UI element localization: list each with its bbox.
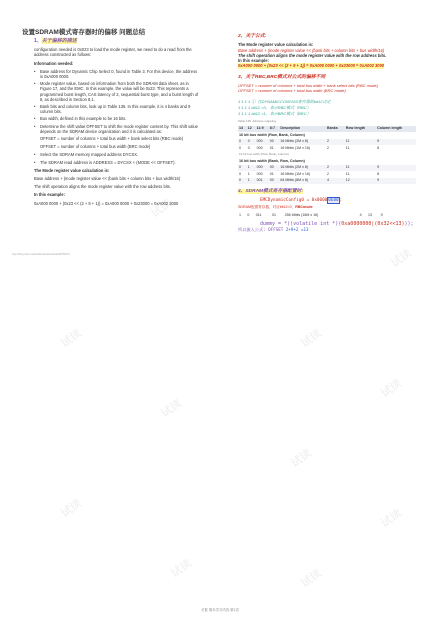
watermark: 试读 (298, 326, 325, 351)
table-cell: 2 (326, 165, 345, 171)
table-header-cell: 11:9 (256, 126, 269, 132)
table-cell: 000 (256, 171, 263, 176)
table-cell: 11 (345, 165, 376, 171)
conclusion-value: 2+9+2 =13 (285, 226, 309, 232)
section-heading: 2、关于公式: (238, 34, 267, 39)
shift-text: The shift operation aligns the mode register value with the row address bits. (238, 52, 387, 58)
watermark: 试读 (58, 326, 85, 351)
intro-text: configuration needed is 0x023 to load the mode register, we need to do a read from the address constructed as follows: (34, 47, 192, 58)
watermark: 试读 (158, 396, 185, 421)
table-cell: 11 (345, 145, 350, 150)
code-text: )); (404, 220, 414, 227)
table-cell: 01 (269, 171, 274, 176)
conclusion-text: 所以嵌入公式: OFFSET (238, 226, 286, 232)
note-line: 1 1 1 1 ①. 在DYNAMICCONFIG0寄存器的bit12决定 (238, 98, 331, 104)
table-header-cell: 12 (247, 126, 256, 132)
table-cell: 0 (238, 165, 247, 171)
table-cell: 16 Mbits (1M x 16) (280, 171, 311, 176)
table-cell: 64 Mbits (8M x 8) (279, 178, 326, 184)
table-cell: 00 (269, 139, 280, 145)
table-cell: 9 (380, 212, 383, 217)
table-subheader: 16 bit bus width (Row, Bank, Column) (239, 132, 305, 137)
code-text: EMCDynamicConfig0 = (260, 197, 312, 203)
table-cell: 16 Mbits (1M x 16) (280, 145, 311, 150)
table-cell: 12 (345, 178, 376, 184)
mode-note (238, 205, 428, 210)
list-item: • Base address for Dynamic Chip Select 0, found in Table 3. For this device, the address is 0xA000 0000. (34, 69, 200, 79)
table-cell: 2 (326, 171, 329, 176)
table-header-cell: Banks (326, 126, 345, 132)
table-header-cell: Row length (345, 126, 376, 132)
table-cell: 9 (376, 178, 416, 184)
mode-note-text: SDRAM配置寄存器，对应bit12=0， (238, 204, 296, 209)
table-cell: 4 (359, 212, 362, 217)
list-item: • The SDRAM read address is ADDRESS = DYCSX + (MODE << OFFSET). (34, 160, 200, 165)
example-value: 0xA000 0000 + (0x23 << (2 + 9 + 1)) = 0xA000 0000 + 0x23000 = 0xA002 3000 (238, 63, 385, 69)
watermark: 试读 (298, 566, 325, 591)
table-cell: 11 (345, 139, 376, 145)
table-cell: 2 (326, 139, 345, 145)
table-cell: 8 (377, 171, 380, 176)
table-note: 16 bit bus width (Row, Bank, Column) (239, 152, 290, 157)
calc-heading: The Mode register value calculation is: (238, 42, 314, 48)
example-value: 0xA000 0000 + (0x23 << (2 + 9 + 1)) = 0xA000 0000 + 0x23000 = 0xA002 3000 (34, 200, 179, 206)
table-cell: 001 (256, 178, 269, 184)
table-cell: 16 Mbits (2M x 8) (279, 139, 326, 145)
table-cell: 0 (239, 171, 241, 176)
table-cell: 00 (269, 165, 280, 171)
example-heading: In this example: (34, 192, 65, 198)
watermark: 试读 (288, 446, 315, 471)
watermark: 试读 (68, 116, 95, 141)
section-number: 1、 (34, 38, 42, 44)
right-column (238, 30, 428, 232)
table-header-cell: 14 (238, 126, 247, 132)
page-footer: 长框 简本学习内容 第1页 (201, 608, 239, 612)
table-row (238, 178, 416, 184)
address-mapping-table (238, 126, 416, 184)
list-item: • Select the SDRAM memory mapped address DYCSX. (34, 152, 200, 157)
watermark: 试读 (148, 196, 175, 221)
table-cell: 011 (255, 212, 262, 217)
table-cell: 9 (376, 165, 416, 171)
source-url[interactable]: http://blog.csdn.net/liu0314/article/details/8790079 (12, 253, 70, 256)
shift-text: The shift operation aligns the mode register value with the row address bits. (34, 184, 171, 190)
section-heading: 3、关于RBC,BRC模式对公式的偏移不同 (238, 74, 326, 80)
table-cell: 0 (247, 139, 256, 145)
table-cell: 13 (368, 212, 372, 217)
table-cell: 000 (256, 139, 269, 145)
table-subheader: 16 bit bus width (Bank, Row, Column) (239, 158, 305, 163)
table-cell: 11 (345, 171, 350, 176)
section-title: 4、SDRAM模式寄存器配置时: (238, 189, 304, 195)
table-cell: 4 (326, 178, 345, 184)
calc-formula: Base address + (mode register value << (bank bits + column bits + bus width/16) (34, 176, 181, 182)
code-config (238, 198, 428, 203)
table-cell: 9 (376, 139, 416, 145)
info-needed-heading: Information needed: (34, 60, 74, 66)
table-header-cell: Description (279, 126, 326, 132)
code-text: ; (339, 197, 343, 203)
watermark: 试读 (388, 246, 415, 271)
section-heading (34, 39, 200, 44)
formula-text: Base address + (mode register value << (bank bits + column bits + bus width/16) (238, 47, 385, 53)
page-title: 设置SDRAM模式寄存器时的偏移 问题总结 (22, 29, 146, 36)
table-cell: 01 (269, 145, 274, 150)
table-cell: 000 (256, 165, 269, 171)
list-item: • Mode register value, based on information from both the SDRAM data sheet, as in Figure 17, and the EMC. In this example, the value will be 0x23. This represents a programmed burst length, CAS latency of 2, sequential burst type, and a burst length of 8, as described in Section 8.1. (34, 81, 200, 102)
table-cell: 8 (377, 145, 380, 150)
table-header-cell: Column length (376, 126, 416, 132)
watermark: 试读 (58, 496, 85, 521)
table-cell: 1 (247, 178, 256, 184)
watermark: 试读 (378, 506, 405, 531)
left-column (34, 39, 200, 209)
calc-heading: The Mode register value calculation is: (34, 167, 110, 173)
list-item: • Determine the shift value OFFSET to shift the mode register content by. This shift value depends on the SDRAM device organization and it is calculated as: (34, 124, 200, 134)
table-cell: 1 (239, 212, 241, 217)
list-item: • Bus width, defined in this example to be 16 bits. (34, 116, 200, 121)
note-line: 1 1 1 1 bit12 =0，表示RBC模式（RBC） (238, 104, 311, 110)
code-highlight: 0680 (328, 197, 339, 203)
mode-table (238, 212, 388, 218)
table-header-cell: 8:7 (269, 126, 280, 132)
offset-rbc-text: OFFSET = number of columns + total bus width + bank select bits (RBC mode) (40, 136, 184, 142)
table-cell: 0 (239, 145, 241, 150)
table-cell: 000 (256, 145, 263, 150)
table-cell: 0 (247, 212, 250, 217)
code-text: dummy = *((volatile int *)( (260, 220, 342, 227)
table-cell: 1 (247, 165, 256, 171)
section-title: 关于偏移的描述 (41, 38, 77, 44)
example-heading: In this example: (238, 58, 269, 64)
table-cell: 1 (247, 171, 250, 176)
mode-note-mode: RBCmode (295, 204, 313, 209)
offset-conclusion (238, 227, 428, 232)
table-cell: 00 (269, 178, 280, 184)
list-item: • Bank bits and column bits, look up in Table 135. In this example, it is 4 banks and 9 column bits. (34, 104, 200, 114)
table-cell: 01 (272, 212, 276, 217)
watermark: 试读 (168, 556, 195, 581)
code-value: 0x0000 (311, 197, 328, 203)
offset-brc-text: OFFSET = number of columns + total bus width (BRC mode) (238, 88, 346, 94)
watermark: 试读 (378, 376, 405, 401)
code-value: 0xa0000000|(0x32<<13) (341, 220, 405, 227)
offset-rbc-text: OFFSET = number of columns + total bus width + bank select bits (RBC mode) (238, 83, 378, 89)
table-cell: 0 (238, 139, 247, 145)
table-row (238, 212, 388, 218)
table-cell: 0 (247, 145, 250, 150)
table-cell: 16 Mbits (2M x 8) (279, 165, 326, 171)
offset-brc-text: OFFSET = number of columns + total bus width (BRC mode) (40, 144, 151, 150)
note-line: 1 1 1 1 bit12 =1，表示BRC模式（BRC） (238, 111, 311, 117)
section-heading (238, 189, 428, 194)
table-cell: 2 (326, 145, 329, 150)
table-cell: 256 Mbits (16M x 16) (284, 212, 319, 217)
table-cell: 0 (238, 178, 247, 184)
table-caption: Table 135. Address mapping (238, 118, 276, 123)
